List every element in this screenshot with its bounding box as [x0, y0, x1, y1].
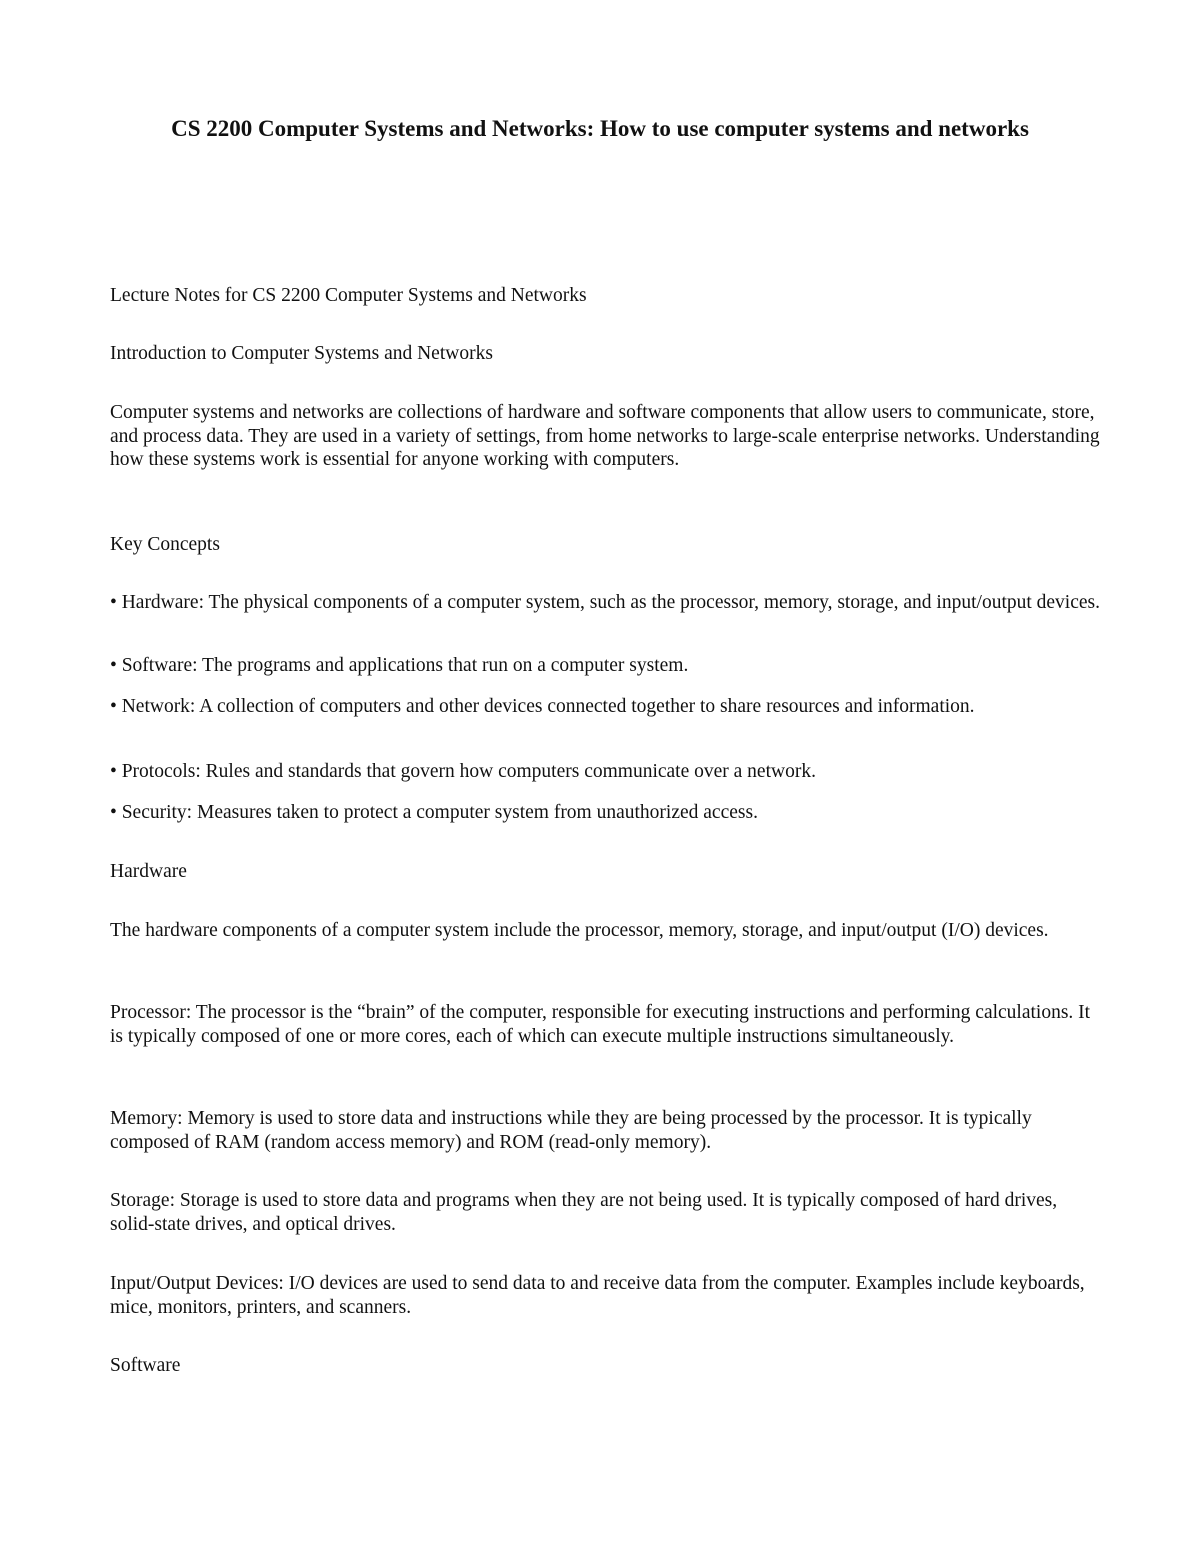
- document-title: CS 2200 Computer Systems and Networks: How to use computer systems and networks: [171, 116, 1029, 141]
- key-concept-hardware: • Hardware: The physical components of a computer system, such as the processor, memory, storage, and input/output devices.: [110, 592, 1100, 613]
- hardware-intro-paragraph: The hardware components of a computer system include the processor, memory, storage, and input/output (I/O) devices.: [110, 920, 1049, 941]
- hardware-heading: Hardware: [110, 861, 187, 882]
- key-concept-network: • Network: A collection of computers and other devices connected together to share resources and information.: [110, 696, 975, 717]
- key-concept-security: • Security: Measures taken to protect a computer system from unauthorized access.: [110, 802, 758, 823]
- intro-heading: Introduction to Computer Systems and Networks: [110, 343, 493, 364]
- key-concept-protocols: • Protocols: Rules and standards that govern how computers communicate over a network.: [110, 761, 816, 782]
- key-concepts-heading: Key Concepts: [110, 534, 220, 555]
- intro-paragraph: Computer systems and networks are collections of hardware and software components that allow users to communicate, store, and process data. They are used in a variety of settings, from home networks to large-scale enterprise networks. Understanding how these systems work is essential for anyone working with computers.: [110, 402, 1100, 470]
- storage-paragraph: Storage: Storage is used to store data and programs when they are not being used. It is typically composed of hard drives, solid-state drives, and optical drives.: [110, 1190, 1058, 1235]
- lecture-notes-subtitle: Lecture Notes for CS 2200 Computer Systems and Networks: [110, 285, 587, 306]
- io-devices-paragraph: Input/Output Devices: I/O devices are used to send data to and receive data from the computer. Examples include keyboards, mice, monitors, printers, and scanners.: [110, 1273, 1085, 1318]
- memory-paragraph: Memory: Memory is used to store data and instructions while they are being processed by the processor. It is typically composed of RAM (random access memory) and ROM (read-only memory).: [110, 1108, 1032, 1153]
- software-heading: Software: [110, 1355, 181, 1376]
- key-concept-software: • Software: The programs and applications that run on a computer system.: [110, 655, 689, 676]
- processor-paragraph: Processor: The processor is the “brain” of the computer, responsible for executing instructions and performing calculations. It is typically composed of one or more cores, each of which can execute multiple instructions simultaneously.: [110, 1002, 1091, 1047]
